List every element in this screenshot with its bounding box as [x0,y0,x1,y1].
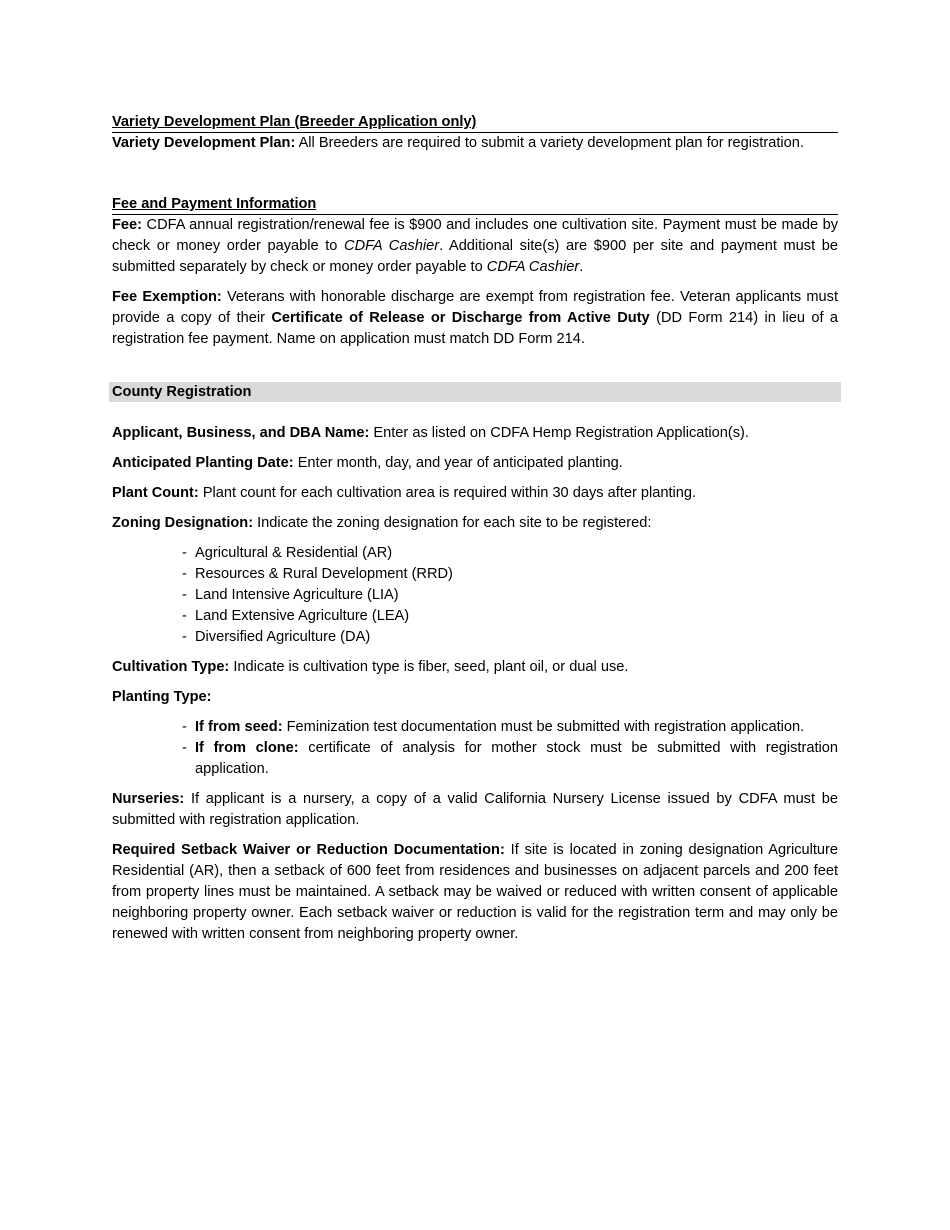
fee-exemption-label: Fee Exemption: [112,289,222,305]
list-item: - Diversified Agriculture (DA) [182,627,838,648]
fee-paragraph: Fee: CDFA annual registration/renewal fee is $900 and includes one cultivation site. Payment must be made by check or money order payable to CDFA Cashier. Additional site(s) are $900 per site and payment must be submitted separately by check or money order payable to CDFA Cashier. [112,217,838,275]
fee-section-heading: Fee and Payment Information [112,194,838,215]
list-item: - If from clone: certificate of analysis for mother stock must be submitted with registration application. [182,738,838,780]
variety-label: Variety Development Plan: [112,135,296,151]
planting-type-list [112,717,838,780]
variety-section-heading: Variety Development Plan (Breeder Application only) [112,112,838,133]
variety-paragraph [112,133,838,154]
list-item: - Resources & Rural Development (RRD) [182,564,838,585]
cultivation-type-paragraph: Cultivation Type: Indicate is cultivation type is fiber, seed, plant oil, or dual use. [112,659,629,675]
fee-payee-2: CDFA Cashier [486,259,580,275]
zoning-list [112,543,838,648]
planting-type-paragraph: Planting Type: [112,689,212,705]
fee-payee-1: CDFA Cashier [344,238,440,254]
list-item: - Land Intensive Agriculture (LIA) [182,585,838,606]
list-item: - Agricultural & Residential (AR) [182,543,838,564]
fee-label: Fee: [112,217,143,233]
variety-text: All Breeders are required to submit a variety development plan for registration. [298,135,804,151]
list-item: - If from seed: Feminization test documentation must be submitted with registration application. [182,717,838,738]
exemption-certificate: Certificate of Release or Discharge from Active Duty [271,310,650,326]
planting-date-paragraph: Anticipated Planting Date: Enter month, day, and year of anticipated planting. [112,455,623,471]
setback-paragraph: Required Setback Waiver or Reduction Documentation: If site is located in zoning designation Agriculture Residential (AR), then a setback of 600 feet from residences and businesses on adjacent parcels and 200 feet from property lines must be maintained. A setback may be waived or reduced with written consent of applicable neighboring property owner. Each setback waiver or reduction is valid for the registration term and may only be renewed with written consent from neighboring property owner. [112,842,839,942]
document-page [112,112,838,945]
county-registration-heading: County Registration [109,382,841,402]
fee-exemption-paragraph: Fee Exemption: Veterans with honorable discharge are exempt from registration fee. Veteran applicants must provide a copy of their Certificate of Release or Discharge from Active Duty (DD Form 214) in lieu of a registration fee payment. Name on application must match DD Form 214. [112,289,839,347]
zoning-paragraph: Zoning Designation: Indicate the zoning designation for each site to be registered: [112,515,652,531]
nurseries-paragraph: Nurseries: If applicant is a nursery, a copy of a valid California Nursery License issued by CDFA must be submitted with registration application. [112,791,838,828]
plant-count-paragraph: Plant Count: Plant count for each cultivation area is required within 30 days after planting. [112,485,697,501]
list-item: - Land Extensive Agriculture (LEA) [182,606,838,627]
applicant-paragraph: Applicant, Business, and DBA Name: Enter as listed on CDFA Hemp Registration Application(s). [112,425,749,441]
